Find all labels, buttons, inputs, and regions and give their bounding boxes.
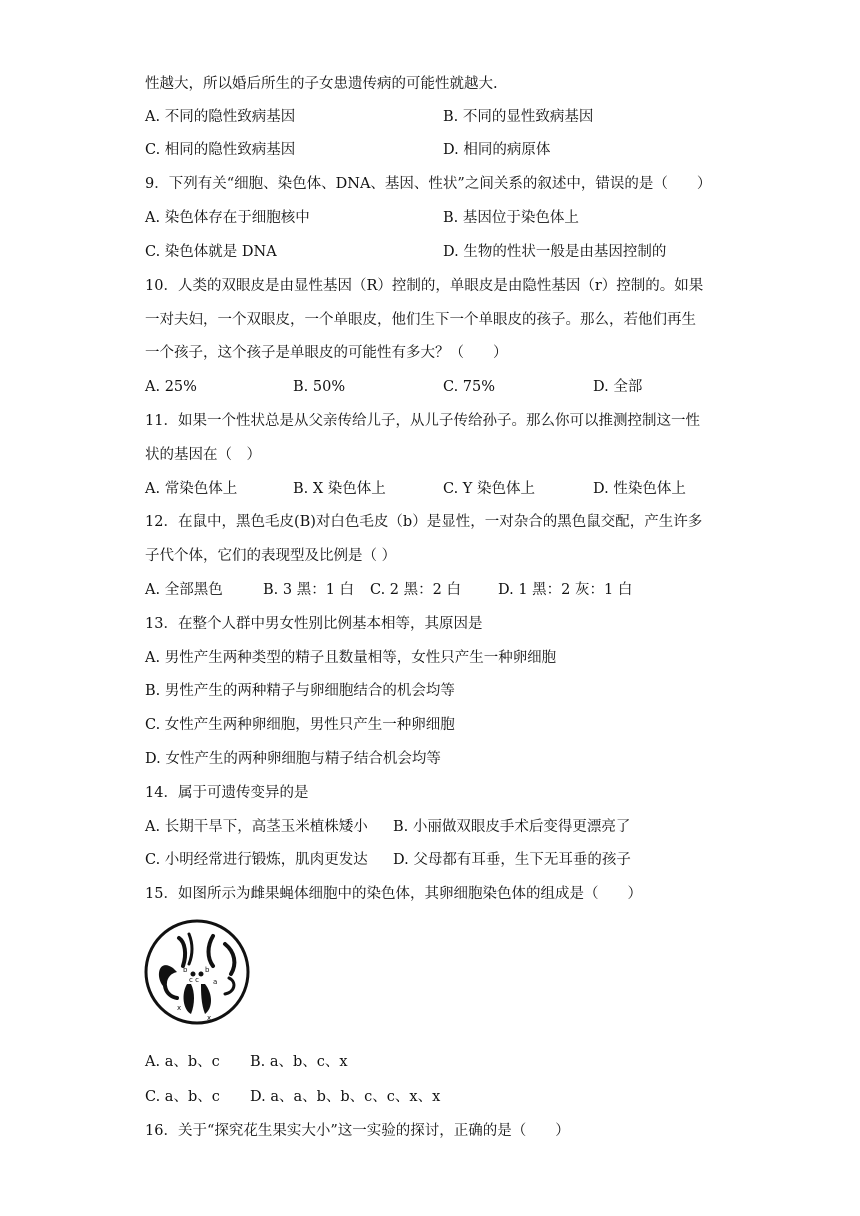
q10-option-a: A. 25% — [145, 379, 197, 395]
q10-stem-line2: 一对夫妇，一个双眼皮，一个单眼皮，他们生下一个单眼皮的孩子。那么，若他们再生 — [145, 312, 696, 328]
q15-option-c: C. a、b、c — [145, 1089, 220, 1105]
q14-option-a: A. 长期干旱下，高茎玉米植株矮小 — [145, 819, 368, 835]
q8-option-b: B. 不同的显性致病基因 — [443, 109, 594, 125]
q11-option-d: D. 性染色体上 — [593, 481, 686, 497]
q9-option-a: A. 染色体存在于细胞核中 — [145, 210, 310, 226]
q9-option-b: B. 基因位于染色体上 — [443, 210, 579, 226]
q8-option-c: C. 相同的隐性致病基因 — [145, 142, 296, 158]
q15-option-d: D. a、a、b、b、c、c、x、x — [250, 1089, 441, 1105]
q11-stem-line2: 状的基因在（ ） — [145, 447, 261, 463]
svg-text:a: a — [213, 978, 218, 986]
svg-text:b: b — [183, 966, 188, 974]
q12-stem-line1: 12．在鼠中，黑色毛皮(B)对白色毛皮（b）是显性，一对杂合的黑色鼠交配，产生许多 — [145, 514, 703, 530]
q14-option-d: D. 父母都有耳垂，生下无耳垂的孩子 — [393, 852, 631, 868]
svg-text:x: x — [207, 1014, 212, 1022]
svg-text:x: x — [177, 1004, 182, 1012]
q15-option-a: A. a、b、c — [145, 1054, 220, 1070]
q13-stem: 13．在整个人群中男女性别比例基本相等，其原因是 — [145, 616, 483, 632]
svg-text:b: b — [205, 966, 210, 974]
q10-stem-line1: 10．人类的双眼皮是由显性基因（R）控制的，单眼皮是由隐性基因（r）控制的。如果 — [145, 278, 704, 294]
q10-stem-line3: 一个孩子，这个孩子是单眼皮的可能性有多大？（ ） — [145, 345, 508, 361]
q12-option-d: D. 1 黑：2 灰：1 白 — [498, 582, 633, 598]
q14-stem: 14．属于可遗传变异的是 — [145, 785, 309, 801]
q9-option-d: D. 生物的性状一般是由基因控制的 — [443, 244, 667, 260]
q11-option-b: B. X 染色体上 — [293, 481, 386, 497]
q16-stem: 16．关于“探究花生果实大小”这一实验的探讨，正确的是（ ） — [145, 1123, 570, 1139]
q9-option-c: C. 染色体就是 DNA — [145, 244, 277, 260]
q12-stem-line2: 子代个体，它们的表现型及比例是（ ） — [145, 548, 397, 564]
q8-stem-tail: 性越大，所以婚后所生的子女患遗传病的可能性就越大. — [145, 76, 498, 92]
q15-stem: 15．如图所示为雌果蝇体细胞中的染色体，其卵细胞染色体的组成是（ ） — [145, 886, 642, 902]
svg-text:c c: c c — [189, 976, 199, 984]
q10-option-d: D. 全部 — [593, 379, 643, 395]
q12-option-a: A. 全部黑色 — [145, 582, 223, 598]
q11-stem-line1: 11．如果一个性状总是从父亲传给儿子，从儿子传给孙子。那么你可以推测控制这一性 — [145, 413, 700, 429]
q13-option-a: A. 男性产生两种类型的精子且数量相等，女性只产生一种卵细胞 — [145, 650, 557, 666]
q13-option-d: D. 女性产生的两种卵细胞与精子结合机会均等 — [145, 751, 441, 767]
q15-option-b: B. a、b、c、x — [250, 1054, 348, 1070]
q12-option-c: C. 2 黑：2 白 — [370, 582, 461, 598]
q14-option-b: B. 小丽做双眼皮手术后变得更漂亮了 — [393, 819, 631, 835]
q13-option-b: B. 男性产生的两种精子与卵细胞结合的机会均等 — [145, 683, 455, 699]
q8-option-d: D. 相同的病原体 — [443, 142, 551, 158]
q12-option-b: B. 3 黑：1 白 — [263, 582, 355, 598]
q10-option-c: C. 75% — [443, 379, 496, 395]
fruit-fly-chromosome-figure — [143, 918, 251, 1026]
q11-option-a: A. 常染色体上 — [145, 481, 238, 497]
q14-option-c: C. 小明经常进行锻炼，肌肉更发达 — [145, 852, 368, 868]
q8-option-a: A. 不同的隐性致病基因 — [145, 109, 296, 125]
q13-option-c: C. 女性产生两种卵细胞，男性只产生一种卵细胞 — [145, 717, 455, 733]
q9-stem: 9．下列有关“细胞、染色体、DNA、基因、性状”之间关系的叙述中，错误的是（ ） — [145, 176, 712, 192]
q11-option-c: C. Y 染色体上 — [443, 481, 535, 497]
q10-option-b: B. 50% — [293, 379, 346, 395]
